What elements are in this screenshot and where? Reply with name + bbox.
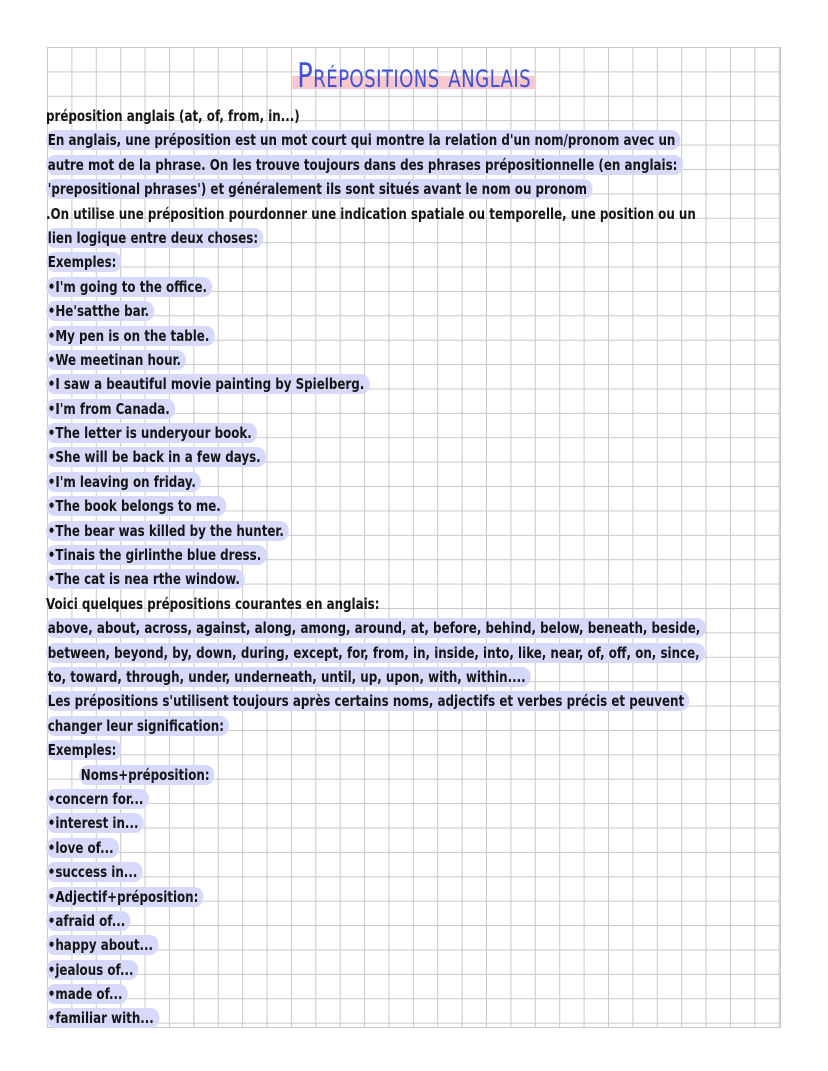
list-item: •interest in... <box>46 811 816 835</box>
list-item: •The letter is underyour book. <box>46 421 816 445</box>
list-item: •jealous of... <box>46 958 816 982</box>
list-item: •The book belongs to me. <box>46 494 816 518</box>
subheading: Noms+préposition: <box>46 763 816 787</box>
list-item: •I'm going to the office. <box>46 275 816 299</box>
list-item: •I'm from Canada. <box>46 397 816 421</box>
list-item: •success in... <box>46 860 816 884</box>
text-line: préposition anglais (at, of, from, in...) <box>46 107 300 125</box>
text-line: changer leur signification: <box>46 714 816 738</box>
text-line: above, about, across, against, along, among, around, at, before, behind, below, beneath, beside, <box>46 616 816 640</box>
text-line: .On utilise une préposition pourdonner une indication spatiale ou temporelle, une position ou un <box>46 204 696 223</box>
list-item: •made of... <box>46 982 816 1006</box>
list-item: •He'satthe bar. <box>46 299 816 323</box>
list-item: •I saw a beautiful movie painting by Spielberg. <box>46 372 816 396</box>
list-item: •We meetinan hour. <box>46 348 816 372</box>
text-line: lien logique entre deux choses: <box>46 226 816 250</box>
text-line: Les prépositions s'utilisent toujours après certains noms, adjectifs et verbes précis et peuvent <box>46 689 816 713</box>
list-item: •love of... <box>46 836 816 860</box>
notes-body <box>46 104 816 1031</box>
list-item: •familiar with... <box>46 1006 816 1030</box>
subheading: •Adjectif+préposition: <box>46 885 816 909</box>
list-item: •I'm leaving on friday. <box>46 470 816 494</box>
title-area <box>0 56 828 96</box>
section-heading: Exemples: <box>46 738 816 762</box>
list-item: •She will be back in a few days. <box>46 445 816 469</box>
list-item: •happy about... <box>46 933 816 957</box>
list-item: •Tinais the girlinthe blue dress. <box>46 543 816 567</box>
list-item: •afraid of... <box>46 909 816 933</box>
list-item: •The cat is nea rthe window. <box>46 567 816 591</box>
text-line: between, beyond, by, down, during, except, for, from, in, inside, into, like, near, of, off, on, since, <box>46 641 816 665</box>
list-item: •The bear was killed by the hunter. <box>46 519 816 543</box>
section-heading: Exemples: <box>46 250 816 274</box>
list-item: •My pen is on the table. <box>46 324 816 348</box>
text-line: 'prepositional phrases') et généralement ils sont situés avant le nom ou pronom <box>46 177 816 201</box>
text-line: to, toward, through, under, underneath, until, up, upon, with, within.... <box>46 665 816 689</box>
section-heading: Voici quelques prépositions courantes en anglais: <box>46 594 380 613</box>
list-item: •concern for... <box>46 787 816 811</box>
text-line: En anglais, une préposition est un mot court qui montre la relation d'un nom/pronom avec un <box>46 128 816 152</box>
text-line: autre mot de la phrase. On les trouve toujours dans des phrases prépositionnelle (en anglais: <box>46 153 816 177</box>
page-title: Prépositions anglais <box>292 56 536 96</box>
